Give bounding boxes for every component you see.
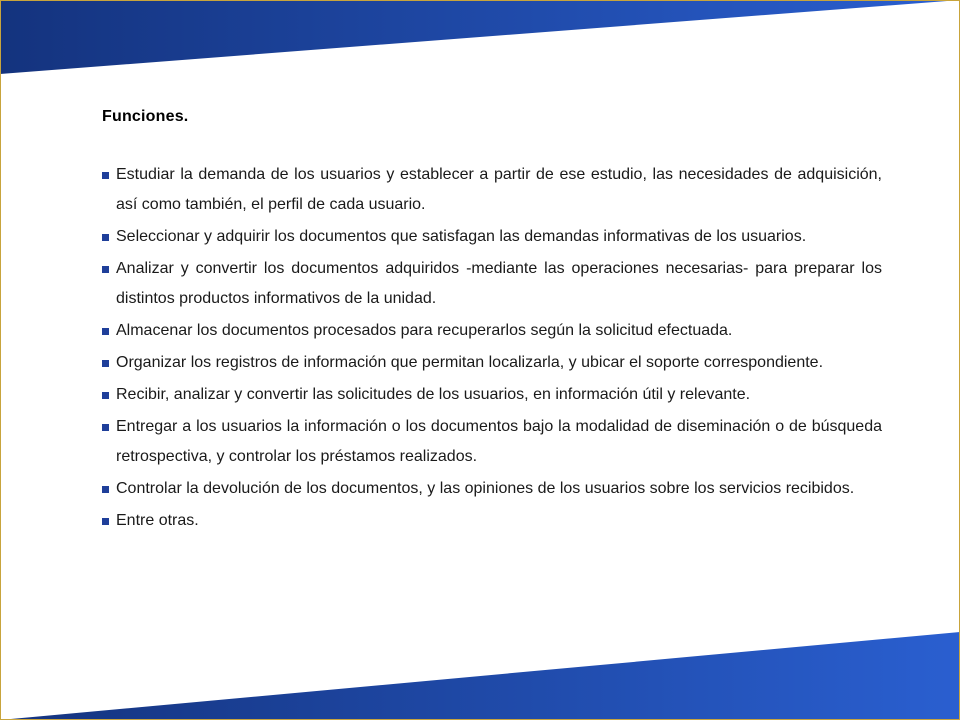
list-item-text: Recibir, analizar y convertir las solicitudes de los usuarios, en información útil y relevante. xyxy=(116,386,751,403)
list-item xyxy=(102,412,882,472)
square-bullet-icon xyxy=(102,360,109,367)
square-bullet-icon xyxy=(102,172,109,179)
list-item xyxy=(102,160,882,220)
list-item xyxy=(102,506,882,536)
square-bullet-icon xyxy=(102,518,109,525)
square-bullet-icon xyxy=(102,424,109,431)
page-title: Funciones. xyxy=(102,108,189,125)
top-banner-shape xyxy=(0,0,960,74)
list-item-text: Almacenar los documentos procesados para recuperarlos según la solicitud efectuada. xyxy=(116,322,733,339)
list-item xyxy=(102,474,882,504)
list-item-text: Entre otras. xyxy=(116,512,199,529)
list-item xyxy=(102,254,882,314)
list-item-text: Estudiar la demanda de los usuarios y establecer a partir de ese estudio, las necesidades de adquisición, así como también, el perfil de cada usuario. xyxy=(116,166,882,213)
list-item-text: Controlar la devolución de los documentos, y las opiniones de los usuarios sobre los servicios recibidos. xyxy=(116,480,855,497)
list-item xyxy=(102,380,882,410)
list-item-text: Analizar y convertir los documentos adquiridos -mediante las operaciones necesarias- para preparar los distintos productos informativos de la unidad. xyxy=(116,260,882,307)
content-area xyxy=(102,108,882,538)
square-bullet-icon xyxy=(102,328,109,335)
list-item-text: Organizar los registros de información que permitan localizarla, y ubicar el soporte correspondiente. xyxy=(116,354,824,371)
square-bullet-icon xyxy=(102,266,109,273)
list-item xyxy=(102,348,882,378)
bottom-banner-shape xyxy=(0,632,960,720)
square-bullet-icon xyxy=(102,486,109,493)
list-item xyxy=(102,316,882,346)
functions-list xyxy=(102,160,882,536)
list-item-text: Seleccionar y adquirir los documentos que satisfagan las demandas informativas de los usuarios. xyxy=(116,228,807,245)
square-bullet-icon xyxy=(102,234,109,241)
list-item-text: Entregar a los usuarios la información o los documentos bajo la modalidad de diseminación o de búsqueda retrospectiva, y controlar los préstamos realizados. xyxy=(116,418,882,465)
square-bullet-icon xyxy=(102,392,109,399)
list-item xyxy=(102,222,882,252)
